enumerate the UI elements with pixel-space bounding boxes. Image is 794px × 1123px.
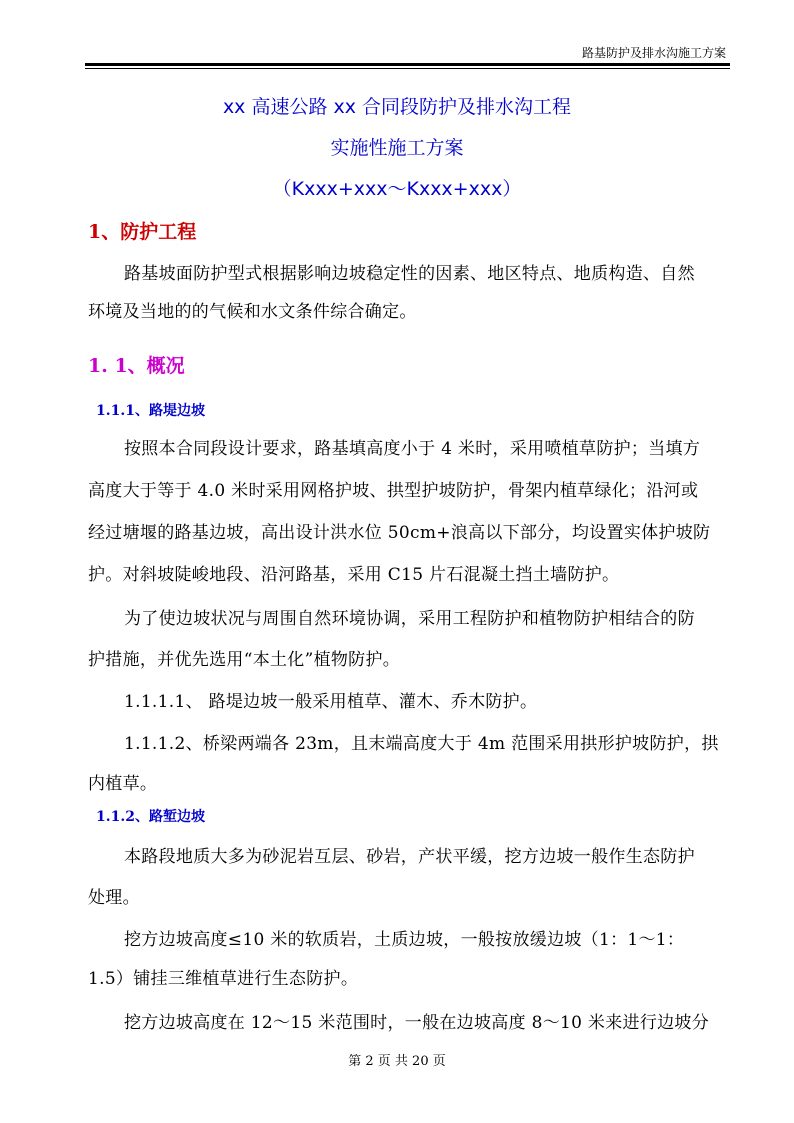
paragraph-line: 为了使边坡状况与周围自然环境协调，采用工程防护和植物防护相结合的防 xyxy=(124,609,695,629)
paragraph-line: 护。对斜坡陡峻地段、沿河路基，采用 C15 片石混凝土挡土墙防护。 xyxy=(88,565,620,585)
page-footer: 第 2 页 共 20 页 xyxy=(348,1054,446,1069)
section-1-1-2-heading: 1.1.2、路堑边坡 xyxy=(96,809,205,825)
section-1-1-1-heading: 1.1.1、路堤边坡 xyxy=(96,403,205,419)
paragraph-line: 处理。 xyxy=(88,888,140,908)
section-1-1-heading: 1. 1、概况 xyxy=(88,355,185,377)
paragraph-line: 挖方边坡高度≤10 米的软质岩，土质边坡，一般按放缓边坡（1：1～1： xyxy=(124,930,685,950)
paragraph-line: 经过塘堰的路基边坡，高出设计洪水位 50cm+浪高以下部分，均设置实体护坡防 xyxy=(88,523,711,543)
paragraph-line: 挖方边坡高度在 12～15 米范围时，一般在边坡高度 8～10 米来进行边坡分 xyxy=(124,1013,710,1033)
paragraph-line: 1.1.1.2、桥梁两端各 23m，且末端高度大于 4m 范围采用拱形护坡防护，拱 xyxy=(124,734,719,754)
paragraph-line: 内植草。 xyxy=(88,774,158,794)
paragraph-line: 本路段地质大多为砂泥岩互层、砂岩，产状平缓，挖方边坡一般作生态防护 xyxy=(124,847,695,867)
paragraph-line: 环境及当地的的气候和水文条件综合确定。 xyxy=(88,302,417,322)
paragraph-line: 护措施，并优先选用“本土化”植物防护。 xyxy=(88,650,401,670)
section-1-heading: 1、防护工程 xyxy=(88,221,197,243)
header-title: 路基防护及排水沟施工方案 xyxy=(581,46,726,60)
document-title-line3: （Kxxx+xxx～Kxxx+xxx） xyxy=(272,178,522,200)
paragraph-line: 路基坡面防护型式根据影响边坡稳定性的因素、地区特点、地质构造、自然 xyxy=(124,264,695,284)
paragraph-line: 高度大于等于 4.0 米时采用网格护坡、拱型护坡防护，骨架内植草绿化；沿河或 xyxy=(88,481,699,501)
paragraph-line: 按照本合同段设计要求，路基填高度小于 4 米时，采用喷植草防护；当填方 xyxy=(124,439,701,459)
paragraph-line: 1.5）铺挂三维植草进行生态防护。 xyxy=(88,969,359,989)
header-rule-thin xyxy=(85,68,730,69)
document-title-line2: 实施性施工方案 xyxy=(330,137,464,159)
document-title-line1: xx 高速公路 xx 合同段防护及排水沟工程 xyxy=(222,96,572,118)
header-rule xyxy=(85,63,730,66)
paragraph-line: 1.1.1.1、 路堤边坡一般采用植草、灌木、乔木防护。 xyxy=(124,692,538,712)
